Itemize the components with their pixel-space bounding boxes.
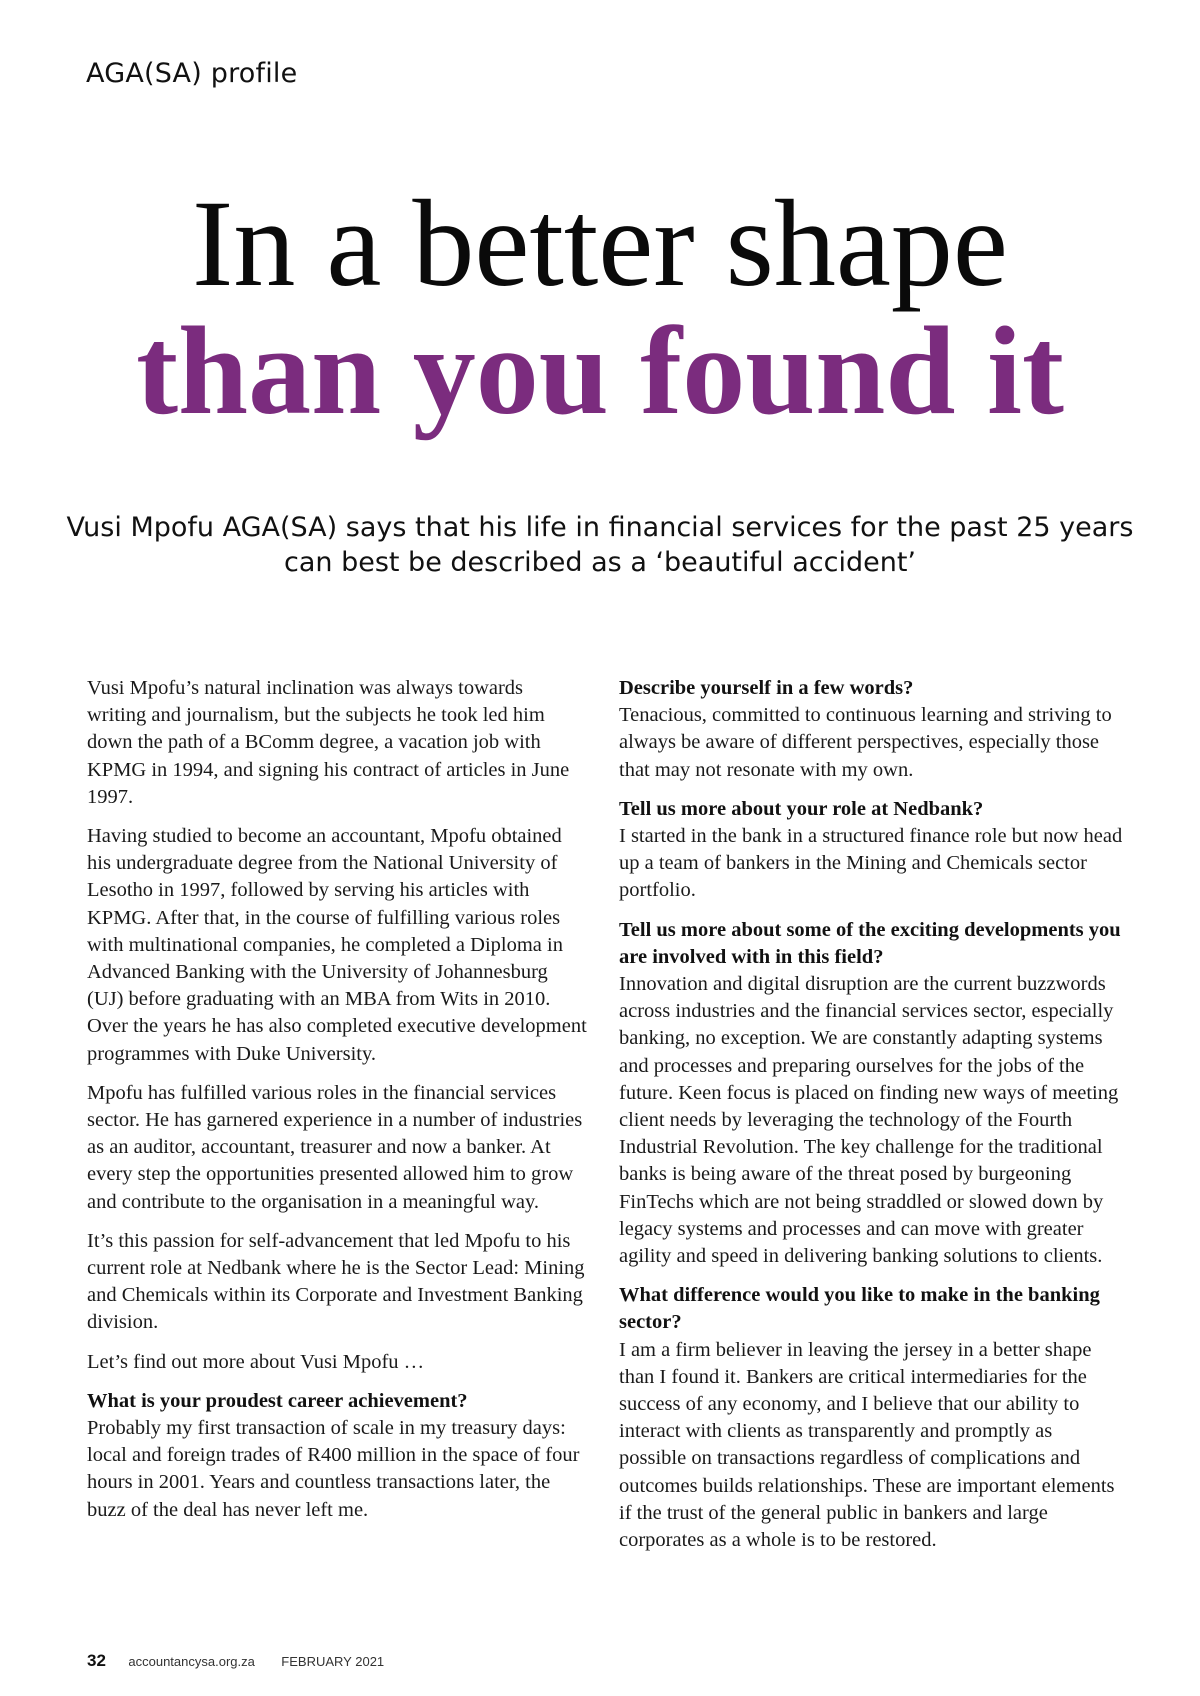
interview-answer: I started in the bank in a structured finance role but now head up a team of bankers in the Mining and Chemicals sector portfolio. bbox=[619, 825, 1123, 902]
body-paragraph: Vusi Mpofu’s natural inclination was always towards writing and journalism, but the subjects he took led him down the path of a BComm degree, a vacation job with KPMG in 1994, and signing his contract of articles in June 1997. bbox=[87, 677, 570, 808]
standfirst bbox=[60, 510, 1140, 580]
interview-answer: Tenacious, committed to continuous learning and striving to always be aware of different perspectives, especially those that may not resonate with my own. bbox=[619, 704, 1112, 781]
headline bbox=[0, 175, 1200, 442]
page-number: 32 bbox=[87, 1651, 106, 1670]
interview-question: Describe yourself in a few words? bbox=[619, 677, 914, 699]
right-column bbox=[619, 675, 1124, 1566]
section-label: AGA(SA) profile bbox=[86, 58, 298, 89]
body-paragraph: Let’s find out more about Vusi Mpofu … bbox=[87, 1350, 425, 1373]
interview-question: Tell us more about some of the exciting developments you are involved with in this field? bbox=[619, 918, 1121, 968]
footer-issue-date: FEBRUARY 2021 bbox=[281, 1654, 385, 1669]
interview-question: What difference would you like to make in the banking sector? bbox=[619, 1284, 1100, 1334]
page-footer bbox=[87, 1651, 384, 1671]
standfirst-line-1: Vusi Mpofu AGA(SA) says that his life in financial services for the past 25 years bbox=[66, 512, 1134, 543]
interview-question: Tell us more about your role at Nedbank? bbox=[619, 797, 984, 820]
body-paragraph: Mpofu has fulfilled various roles in the financial services sector. He has garnered experience in a number of industries as an auditor, accountant, treasurer and now a banker. At every step the opportunities presented allowed him to grow and contribute to the organisation in a meaningful way. bbox=[87, 1081, 583, 1213]
interview-answer: Innovation and digital disruption are the current buzzwords across industries and the financial services sector, especially banking, no exception. We are constantly adapting systems and processes and preparing ourselves for the jobs of the future. Keen focus is placed on finding new ways of meeting client needs by leveraging the technology of the Fourth Industrial Revolution. The key challenge for the traditional banks is being aware of the threat posed by burgeoning FinTechs which are not being straddled or slowed down by legacy systems and processes and can move with greater agility and speed in delivering banking solutions to clients. bbox=[619, 973, 1119, 1268]
footer-website-link[interactable]: accountancysa.org.za bbox=[128, 1654, 255, 1669]
interview-question: What is your proudest career achievement? bbox=[87, 1389, 468, 1412]
headline-line-1: In a better shape bbox=[192, 175, 1008, 312]
left-column bbox=[87, 675, 587, 1536]
body-paragraph: It’s this passion for self-advancement that led Mpofu to his current role at Nedbank where he is the Sector Lead: Mining and Chemicals within its Corporate and Investment Banking division. bbox=[87, 1229, 585, 1334]
body-paragraph: Having studied to become an accountant, Mpofu obtained his undergraduate degree from the National University of Lesotho in 1997, followed by serving his articles with KPMG. After that, in the course of fulfilling various roles with multinational companies, he completed a Diploma in Advanced Banking with the University of Johannesburg (UJ) before graduating with an MBA from Wits in 2010. Over the years he has also completed executive development programmes with Duke University. bbox=[87, 825, 587, 1065]
headline-line-2: than you found it bbox=[136, 302, 1064, 441]
interview-answer: I am a firm believer in leaving the jersey in a better shape than I found it. Bankers are critical intermediaries for the success of any economy, and I believe that our ability to interact with clients as transparently and promptly as possible on transactions regardless of complications and outcomes builds relationships. These are important elements if the trust of the general public in bankers and large corporates as a whole is to be restored. bbox=[619, 1338, 1115, 1552]
standfirst-line-2: can best be described as a ‘beautiful accident’ bbox=[283, 547, 916, 578]
interview-answer: Probably my first transaction of scale in my treasury days: local and foreign trades of R400 million in the space of four hours in 2001. Years and countless transactions later, the buzz of the deal has never left me. bbox=[87, 1417, 580, 1521]
